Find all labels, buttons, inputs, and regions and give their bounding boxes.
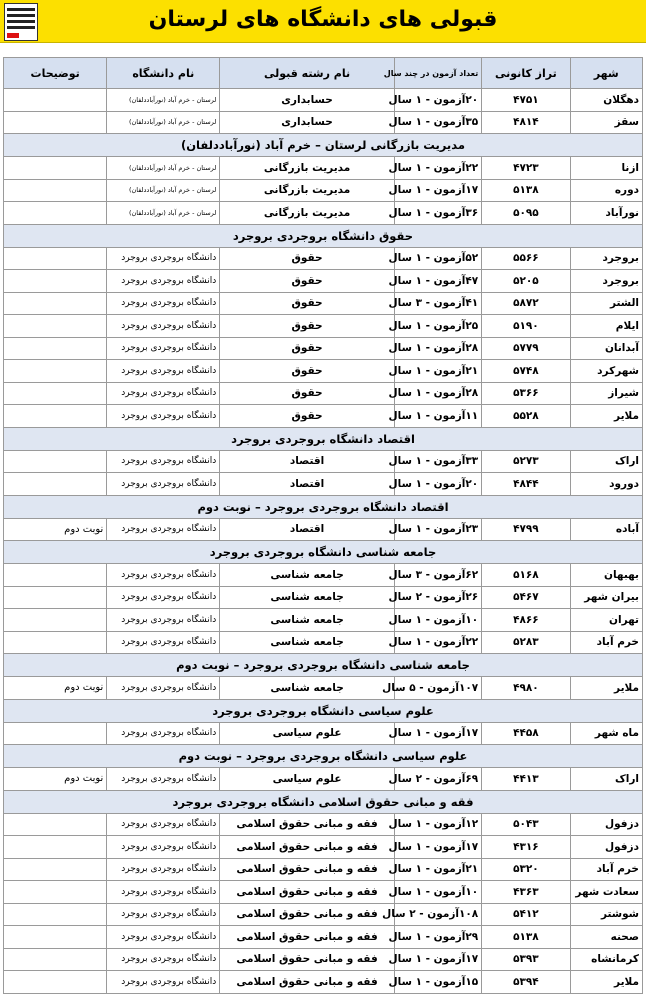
table-body: [4, 89, 643, 994]
table-row: [4, 586, 643, 609]
exams-cell: ۱۷آزمون - ۱ سال: [394, 179, 481, 202]
field-cell: فقه و مبانی حقوق اسلامی: [220, 948, 395, 971]
table-row: [4, 813, 643, 836]
table-row: [4, 202, 643, 225]
exams-cell: ۲۳آزمون - ۱ سال: [394, 518, 481, 541]
note-cell: [4, 926, 107, 949]
group-header-row: [4, 134, 643, 157]
note-cell: [4, 609, 107, 632]
field-cell: علوم سیاسی: [220, 768, 395, 791]
note-cell: [4, 586, 107, 609]
city-cell: آبدانان: [570, 337, 642, 360]
city-cell: ایلام: [570, 315, 642, 338]
field-cell: حقوق: [220, 247, 395, 270]
note-cell: [4, 179, 107, 202]
group-title: علوم سیاسی دانشگاه بروجردی بروجرد: [4, 699, 643, 722]
university-cell: دانشگاه بروجردی بروجرد: [107, 813, 220, 836]
field-cell: حقوق: [220, 292, 395, 315]
exams-cell: ۲۲آزمون - ۱ سال: [394, 157, 481, 180]
note-cell: [4, 473, 107, 496]
table-row: [4, 292, 643, 315]
score-cell: ۴۳۶۳: [482, 881, 570, 904]
exams-cell: ۴۱آزمون - ۳ سال: [394, 292, 481, 315]
table-row: [4, 564, 643, 587]
table-row: [4, 89, 643, 112]
university-cell: دانشگاه بروجردی بروجرد: [107, 586, 220, 609]
table-row: [4, 881, 643, 904]
field-cell: جامعه شناسی: [220, 631, 395, 654]
city-cell: دوره: [570, 179, 642, 202]
exams-cell: ۲۸آزمون - ۱ سال: [394, 382, 481, 405]
table-row: [4, 971, 643, 994]
field-cell: فقه و مبانی حقوق اسلامی: [220, 903, 395, 926]
university-cell: دانشگاه بروجردی بروجرد: [107, 518, 220, 541]
field-cell: اقتصاد: [220, 518, 395, 541]
group-header-row: [4, 745, 643, 768]
exams-cell: ۲۲آزمون - ۱ سال: [394, 631, 481, 654]
university-cell: دانشگاه بروجردی بروجرد: [107, 971, 220, 994]
note-cell: [4, 813, 107, 836]
field-cell: فقه و مبانی حقوق اسلامی: [220, 858, 395, 881]
exams-cell: ۳۶آزمون - ۱ سال: [394, 202, 481, 225]
table-row: [4, 157, 643, 180]
table-row: [4, 836, 643, 859]
group-header-row: [4, 495, 643, 518]
field-cell: حسابداری: [220, 89, 395, 112]
exams-cell: ۲۰آزمون - ۱ سال: [394, 473, 481, 496]
group-title: مدیریت بازرگانی لرستان – خرم آباد (نورآباددلفان): [4, 134, 643, 157]
university-cell: دانشگاه بروجردی بروجرد: [107, 564, 220, 587]
table-row: [4, 405, 643, 428]
note-cell: [4, 292, 107, 315]
score-cell: ۵۵۲۸: [482, 405, 570, 428]
field-cell: حقوق: [220, 337, 395, 360]
city-cell: الشتر: [570, 292, 642, 315]
score-cell: ۵۲۷۳: [482, 450, 570, 473]
university-cell: لرستان - خرم آباد (نورآباددلفان): [107, 202, 220, 225]
field-cell: حسابداری: [220, 111, 395, 134]
note-cell: [4, 89, 107, 112]
exams-cell: ۱۵آزمون - ۱ سال: [394, 971, 481, 994]
exams-cell: ۱۷آزمون - ۱ سال: [394, 948, 481, 971]
header-field: نام رشته قبولی: [220, 58, 395, 89]
note-cell: [4, 337, 107, 360]
exams-cell: ۲۱آزمون - ۱ سال: [394, 360, 481, 383]
header-city: شهر: [570, 58, 642, 89]
note-cell: [4, 157, 107, 180]
city-cell: بروجرد: [570, 247, 642, 270]
score-cell: ۴۸۶۶: [482, 609, 570, 632]
note-cell: [4, 903, 107, 926]
university-cell: لرستان - خرم آباد (نورآباددلفان): [107, 157, 220, 180]
university-cell: دانشگاه بروجردی بروجرد: [107, 926, 220, 949]
exams-cell: ۱۰۷آزمون - ۵ سال: [394, 677, 481, 700]
university-cell: دانشگاه بروجردی بروجرد: [107, 948, 220, 971]
table-header-row: [4, 58, 643, 89]
field-cell: فقه و مبانی حقوق اسلامی: [220, 881, 395, 904]
group-header-row: [4, 790, 643, 813]
note-cell: [4, 948, 107, 971]
city-cell: بیران شهر: [570, 586, 642, 609]
table-row: [4, 360, 643, 383]
university-cell: دانشگاه بروجردی بروجرد: [107, 836, 220, 859]
group-header-row: [4, 427, 643, 450]
group-title: جامعه شناسی دانشگاه بروجردی بروجرد: [4, 541, 643, 564]
city-cell: خرم آباد: [570, 858, 642, 881]
note-cell: [4, 111, 107, 134]
city-cell: بروجرد: [570, 270, 642, 293]
group-title: علوم سیاسی دانشگاه بروجردی بروجرد – نوبت دوم: [4, 745, 643, 768]
university-cell: لرستان - خرم آباد (نورآباددلفان): [107, 111, 220, 134]
city-cell: سقز: [570, 111, 642, 134]
note-cell: [4, 971, 107, 994]
city-cell: شهرکرد: [570, 360, 642, 383]
table-row: [4, 518, 643, 541]
note-cell: [4, 836, 107, 859]
field-cell: جامعه شناسی: [220, 586, 395, 609]
city-cell: ماه شهر: [570, 722, 642, 745]
field-cell: حقوق: [220, 315, 395, 338]
note-cell: [4, 270, 107, 293]
university-cell: دانشگاه بروجردی بروجرد: [107, 292, 220, 315]
group-title: جامعه شناسی دانشگاه بروجردی بروجرد – نوبت دوم: [4, 654, 643, 677]
score-cell: ۵۷۷۹: [482, 337, 570, 360]
university-cell: دانشگاه بروجردی بروجرد: [107, 903, 220, 926]
header-exams: تعداد آزمون در چند سال: [394, 58, 481, 89]
university-cell: دانشگاه بروجردی بروجرد: [107, 768, 220, 791]
exams-cell: ۲۰آزمون - ۱ سال: [394, 89, 481, 112]
score-cell: ۴۳۱۶: [482, 836, 570, 859]
note-cell: [4, 405, 107, 428]
university-cell: دانشگاه بروجردی بروجرد: [107, 677, 220, 700]
university-cell: دانشگاه بروجردی بروجرد: [107, 473, 220, 496]
field-cell: علوم سیاسی: [220, 722, 395, 745]
score-cell: ۵۲۸۳: [482, 631, 570, 654]
admissions-table: [3, 57, 643, 994]
exams-cell: ۲۵آزمون - ۱ سال: [394, 315, 481, 338]
university-cell: دانشگاه بروجردی بروجرد: [107, 360, 220, 383]
note-cell: [4, 315, 107, 338]
note-cell: [4, 382, 107, 405]
exams-cell: ۳۳آزمون - ۱ سال: [394, 450, 481, 473]
field-cell: فقه و مبانی حقوق اسلامی: [220, 926, 395, 949]
note-cell: [4, 564, 107, 587]
table-row: [4, 111, 643, 134]
score-cell: ۴۴۵۸: [482, 722, 570, 745]
score-cell: ۵۱۳۸: [482, 926, 570, 949]
city-cell: اراک: [570, 768, 642, 791]
exams-cell: ۱۱آزمون - ۱ سال: [394, 405, 481, 428]
group-title: اقتصاد دانشگاه بروجردی بروجرد: [4, 427, 643, 450]
city-cell: سعادت شهر: [570, 881, 642, 904]
university-cell: دانشگاه بروجردی بروجرد: [107, 382, 220, 405]
score-cell: ۵۴۶۷: [482, 586, 570, 609]
score-cell: ۵۵۶۶: [482, 247, 570, 270]
table-row: [4, 677, 643, 700]
city-cell: شیراز: [570, 382, 642, 405]
field-cell: حقوق: [220, 405, 395, 428]
note-cell: [4, 858, 107, 881]
score-cell: ۵۳۶۶: [482, 382, 570, 405]
city-cell: دهگلان: [570, 89, 642, 112]
city-cell: آباده: [570, 518, 642, 541]
university-cell: دانشگاه بروجردی بروجرد: [107, 337, 220, 360]
field-cell: فقه و مبانی حقوق اسلامی: [220, 813, 395, 836]
exams-cell: ۱۲آزمون - ۱ سال: [394, 813, 481, 836]
score-cell: ۴۷۹۹: [482, 518, 570, 541]
university-cell: دانشگاه بروجردی بروجرد: [107, 450, 220, 473]
exams-cell: ۲۹آزمون - ۱ سال: [394, 926, 481, 949]
table-row: [4, 722, 643, 745]
table-row: [4, 450, 643, 473]
university-cell: دانشگاه بروجردی بروجرد: [107, 315, 220, 338]
table-row: [4, 858, 643, 881]
note-cell: [4, 722, 107, 745]
field-cell: حقوق: [220, 382, 395, 405]
table-row: [4, 768, 643, 791]
group-header-row: [4, 654, 643, 677]
exams-cell: ۶۲آزمون - ۳ سال: [394, 564, 481, 587]
exams-cell: ۴۷آزمون - ۱ سال: [394, 270, 481, 293]
group-title: حقوق دانشگاه بروجردی بروجرد: [4, 224, 643, 247]
table-row: [4, 179, 643, 202]
table-row: [4, 631, 643, 654]
note-cell: [4, 450, 107, 473]
field-cell: جامعه شناسی: [220, 677, 395, 700]
table-row: [4, 315, 643, 338]
city-cell: بهبهان: [570, 564, 642, 587]
exams-cell: ۱۷آزمون - ۱ سال: [394, 836, 481, 859]
city-cell: صحنه: [570, 926, 642, 949]
group-title: فقه و مبانی حقوق اسلامی دانشگاه بروجردی بروجرد: [4, 790, 643, 813]
field-cell: اقتصاد: [220, 473, 395, 496]
field-cell: مدیریت بازرگانی: [220, 202, 395, 225]
city-cell: ملایر: [570, 971, 642, 994]
city-cell: اراک: [570, 450, 642, 473]
university-cell: لرستان - خرم آباد (نورآباددلفان): [107, 89, 220, 112]
score-cell: ۵۰۹۵: [482, 202, 570, 225]
table-row: [4, 926, 643, 949]
city-cell: ملایر: [570, 405, 642, 428]
note-cell: [4, 881, 107, 904]
score-cell: ۴۷۵۱: [482, 89, 570, 112]
score-cell: ۵۳۹۴: [482, 971, 570, 994]
table-row: [4, 270, 643, 293]
university-cell: لرستان - خرم آباد (نورآباددلفان): [107, 179, 220, 202]
field-cell: اقتصاد: [220, 450, 395, 473]
field-cell: حقوق: [220, 360, 395, 383]
city-cell: ازنا: [570, 157, 642, 180]
city-cell: دورود: [570, 473, 642, 496]
score-cell: ۵۱۳۸: [482, 179, 570, 202]
score-cell: ۵۲۰۵: [482, 270, 570, 293]
city-cell: کرمانشاه: [570, 948, 642, 971]
score-cell: ۵۴۱۲: [482, 903, 570, 926]
exams-cell: ۱۰آزمون - ۱ سال: [394, 609, 481, 632]
score-cell: ۵۳۲۰: [482, 858, 570, 881]
title-banner: [0, 0, 646, 43]
note-cell: [4, 360, 107, 383]
university-cell: دانشگاه بروجردی بروجرد: [107, 631, 220, 654]
university-cell: دانشگاه بروجردی بروجرد: [107, 405, 220, 428]
exams-cell: ۱۷آزمون - ۱ سال: [394, 722, 481, 745]
table-row: [4, 903, 643, 926]
score-cell: ۵۱۹۰: [482, 315, 570, 338]
note-cell: [4, 631, 107, 654]
score-cell: ۵۳۹۳: [482, 948, 570, 971]
university-cell: دانشگاه بروجردی بروجرد: [107, 609, 220, 632]
table-row: [4, 609, 643, 632]
table-row: [4, 382, 643, 405]
group-header-row: [4, 699, 643, 722]
header-notes: توضیحات: [4, 58, 107, 89]
city-cell: دزفول: [570, 813, 642, 836]
field-cell: مدیریت بازرگانی: [220, 157, 395, 180]
note-cell: نوبت دوم: [4, 518, 107, 541]
city-cell: دزفول: [570, 836, 642, 859]
university-cell: دانشگاه بروجردی بروجرد: [107, 270, 220, 293]
city-cell: شوشتر: [570, 903, 642, 926]
score-cell: ۴۸۴۴: [482, 473, 570, 496]
note-cell: [4, 202, 107, 225]
score-cell: ۵۸۷۲: [482, 292, 570, 315]
note-cell: [4, 247, 107, 270]
score-cell: ۵۰۴۳: [482, 813, 570, 836]
header-score: تراز کانونی: [482, 58, 570, 89]
table-row: [4, 948, 643, 971]
university-cell: دانشگاه بروجردی بروجرد: [107, 858, 220, 881]
field-cell: مدیریت بازرگانی: [220, 179, 395, 202]
city-cell: تهران: [570, 609, 642, 632]
score-cell: ۵۷۴۸: [482, 360, 570, 383]
exams-cell: ۲۸آزمون - ۱ سال: [394, 337, 481, 360]
note-cell: نوبت دوم: [4, 768, 107, 791]
field-cell: فقه و مبانی حقوق اسلامی: [220, 836, 395, 859]
city-cell: نورآباد: [570, 202, 642, 225]
exams-cell: ۲۱آزمون - ۱ سال: [394, 858, 481, 881]
exams-cell: ۱۰۸آزمون - ۲ سال: [394, 903, 481, 926]
group-title: اقتصاد دانشگاه بروجردی بروجرد – نوبت دوم: [4, 495, 643, 518]
city-cell: ملایر: [570, 677, 642, 700]
group-header-row: [4, 541, 643, 564]
group-header-row: [4, 224, 643, 247]
city-cell: خرم آباد: [570, 631, 642, 654]
score-cell: ۴۷۲۳: [482, 157, 570, 180]
page-title: قبولی های دانشگاه های لرستان: [148, 7, 498, 32]
exams-cell: ۲۶آزمون - ۲ سال: [394, 586, 481, 609]
score-cell: ۴۹۸۰: [482, 677, 570, 700]
university-cell: دانشگاه بروجردی بروجرد: [107, 881, 220, 904]
field-cell: فقه و مبانی حقوق اسلامی: [220, 971, 395, 994]
score-cell: ۴۸۱۴: [482, 111, 570, 134]
field-cell: جامعه شناسی: [220, 564, 395, 587]
score-cell: ۵۱۶۸: [482, 564, 570, 587]
university-cell: دانشگاه بروجردی بروجرد: [107, 722, 220, 745]
exams-cell: ۱۰آزمون - ۱ سال: [394, 881, 481, 904]
score-cell: ۴۴۱۳: [482, 768, 570, 791]
university-cell: دانشگاه بروجردی بروجرد: [107, 247, 220, 270]
field-cell: حقوق: [220, 270, 395, 293]
exams-cell: ۳۵آزمون - ۱ سال: [394, 111, 481, 134]
exams-cell: ۶۹آزمون - ۲ سال: [394, 768, 481, 791]
note-cell: نوبت دوم: [4, 677, 107, 700]
header-university: نام دانشگاه: [107, 58, 220, 89]
field-cell: جامعه شناسی: [220, 609, 395, 632]
table-row: [4, 473, 643, 496]
exams-cell: ۵۲آزمون - ۱ سال: [394, 247, 481, 270]
table-row: [4, 247, 643, 270]
table-row: [4, 337, 643, 360]
